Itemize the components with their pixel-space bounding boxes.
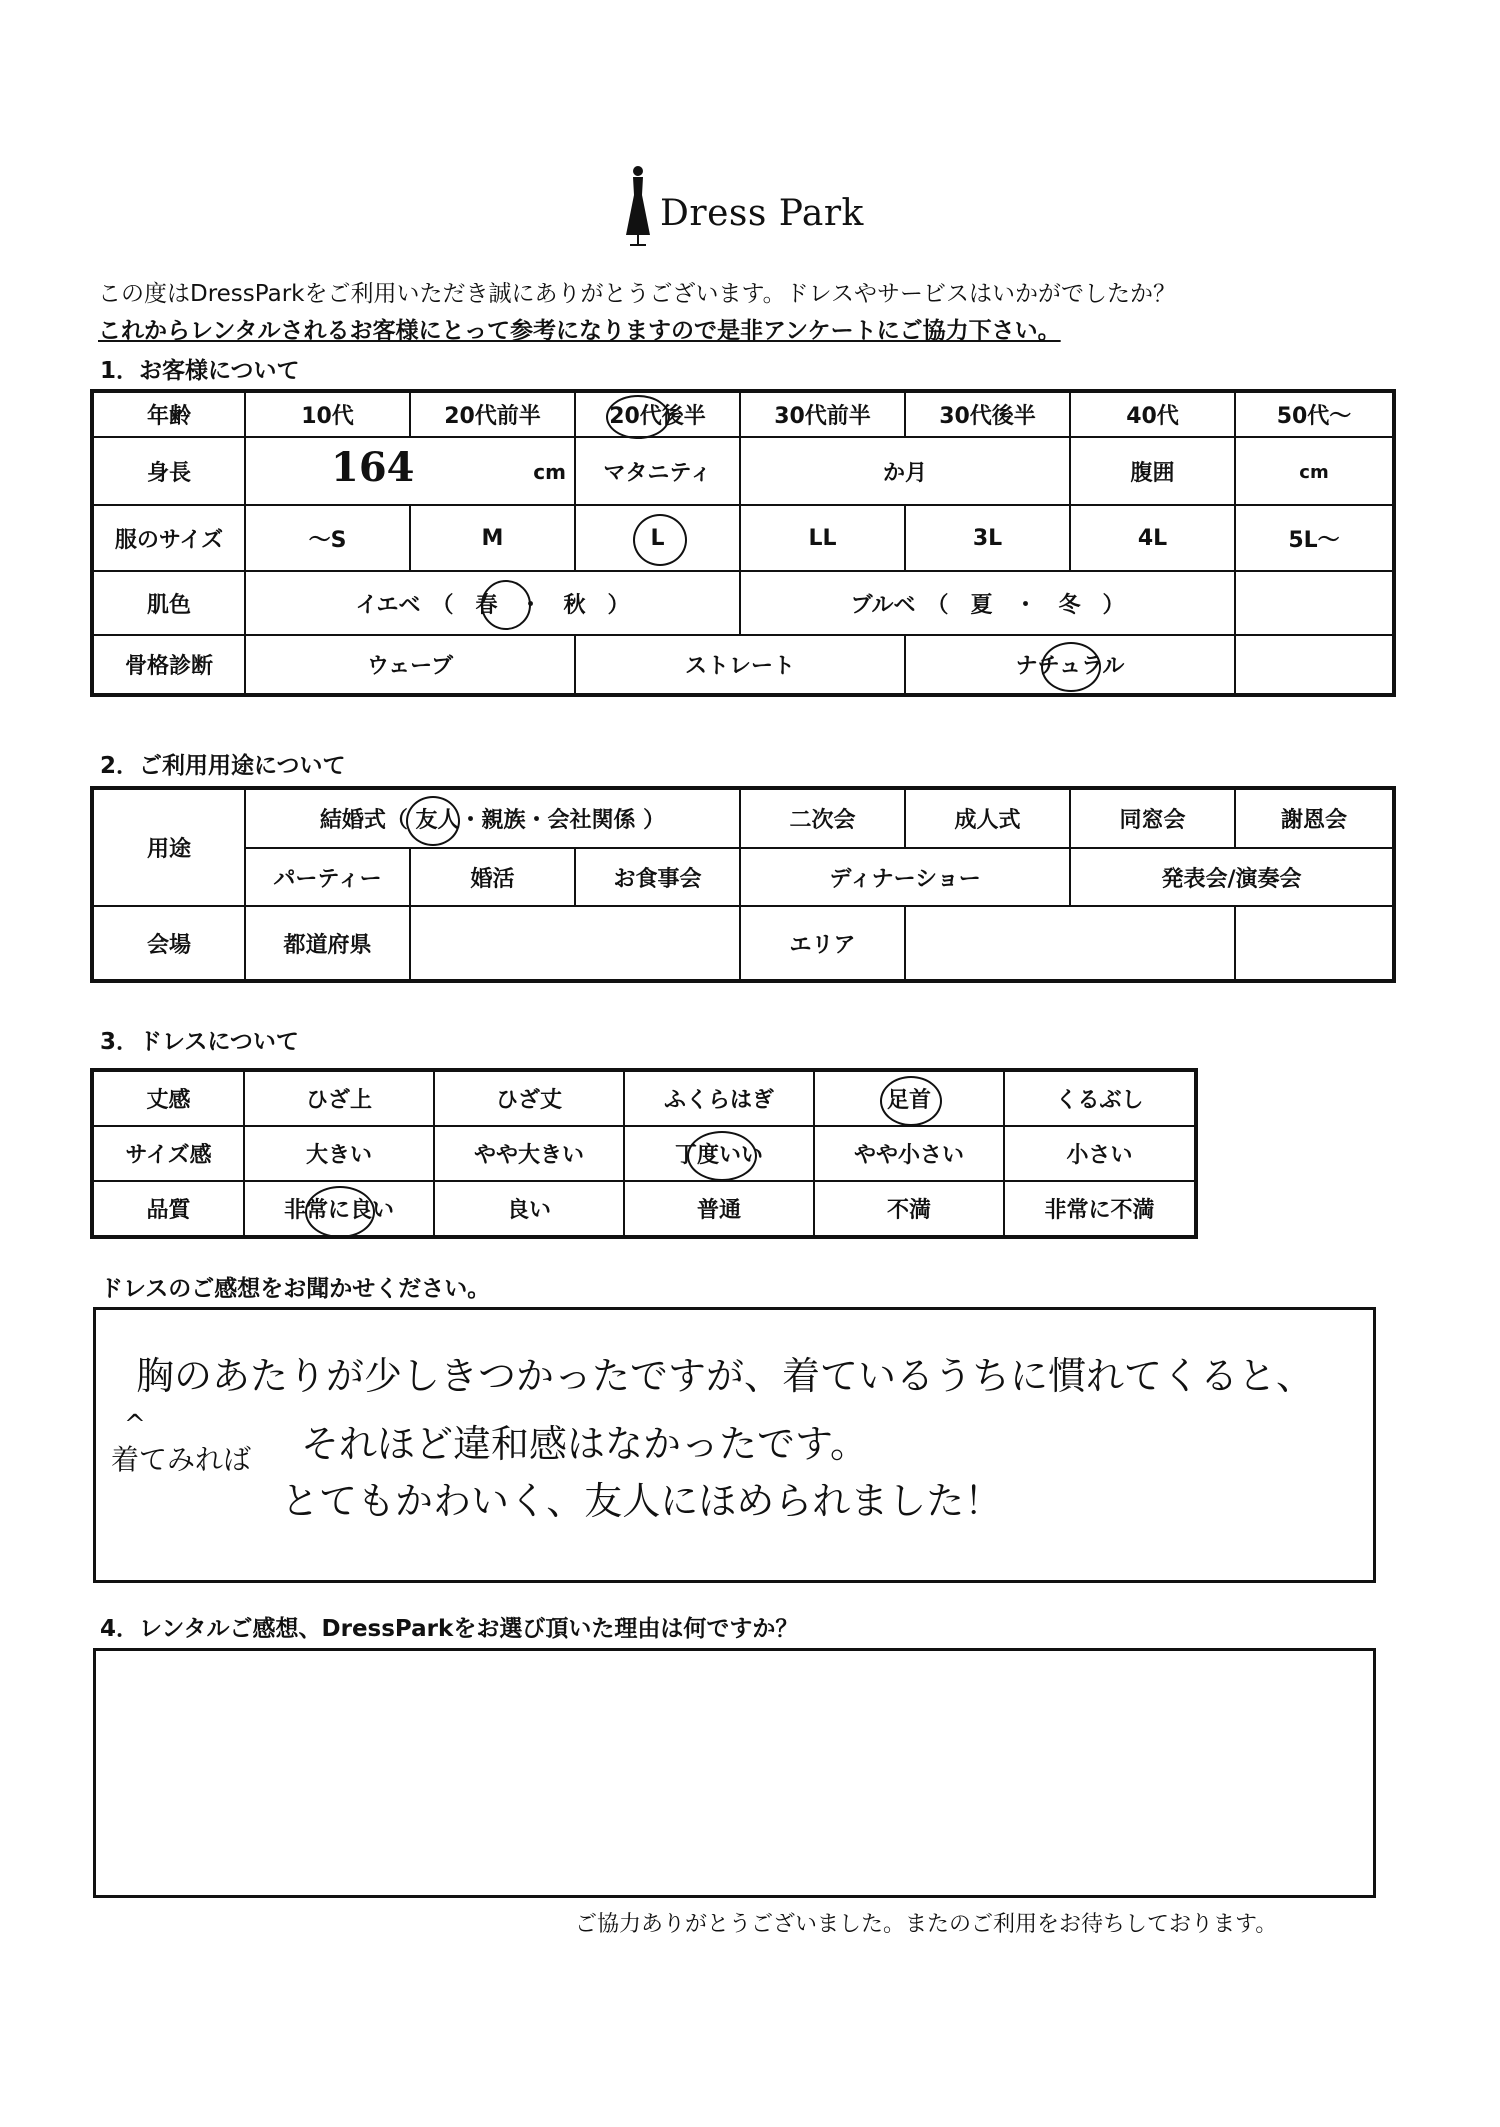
- selection-circle: [633, 514, 687, 566]
- purpose-wedding[interactable]: [245, 788, 740, 848]
- selection-circle: [305, 1186, 375, 1238]
- skin-yellow-base-label: イエベ （ 春 ・ 秋 ）: [355, 592, 630, 618]
- purpose-dinner-show[interactable]: ディナーショー: [740, 848, 1070, 906]
- logo-text: Dress Park: [660, 193, 864, 234]
- age-option-50s[interactable]: 50代〜: [1235, 391, 1394, 437]
- size-option-4l[interactable]: 4L: [1070, 505, 1235, 571]
- height-label: 身長: [92, 437, 245, 505]
- length-option-knee[interactable]: ひざ丈: [434, 1070, 624, 1126]
- fit-option-slightly-small[interactable]: やや小さい: [814, 1126, 1004, 1181]
- impression-box[interactable]: [93, 1307, 1376, 1583]
- selection-circle: [406, 796, 460, 846]
- section-4-title: 4．レンタルご感想、DressParkをお選び頂いた理由は何ですか？: [100, 1616, 799, 1642]
- dresspark-logo: [620, 165, 920, 255]
- fit-option-large[interactable]: 大きい: [244, 1126, 434, 1181]
- waist-unit: cm: [1299, 461, 1329, 483]
- intro-line-1: この度はDressParkをご利用いただき誠にありがとうございます。ドレスやサービスはいかがでしたか？: [98, 281, 1176, 307]
- maternity-month-unit: か月: [882, 460, 927, 486]
- reason-box[interactable]: [93, 1648, 1376, 1898]
- quality-label: 品質: [92, 1181, 244, 1237]
- size-option-s[interactable]: 〜S: [245, 505, 410, 571]
- dress-table: [90, 1068, 1198, 1239]
- skin-blue-base[interactable]: ブルベ （ 夏 ・ 冬 ）: [740, 571, 1235, 635]
- skeleton-option-wave[interactable]: ウェーブ: [245, 635, 575, 695]
- age-option-early-20s[interactable]: 20代前半: [410, 391, 575, 437]
- height-value: 164: [331, 444, 415, 491]
- selection-circle: [606, 395, 670, 439]
- intro-line-2: これからレンタルされるお客様にとって参考になりますので是非アンケートにご協力下さい。: [98, 318, 1061, 344]
- skin-yellow-base[interactable]: [245, 571, 740, 635]
- skeleton-label: 骨格診断: [92, 635, 245, 695]
- quality-option-very-good-label: 非常に良い: [283, 1198, 394, 1223]
- length-label: 丈感: [92, 1070, 244, 1126]
- skeleton-option-natural-label: ナチュラル: [1015, 654, 1125, 679]
- impression-insert: 着てみれば: [111, 1443, 252, 1476]
- purpose-recital[interactable]: 発表会/演奏会: [1070, 848, 1394, 906]
- length-option-below-ankle[interactable]: くるぶし: [1004, 1070, 1196, 1126]
- empty-cell: [1235, 906, 1394, 981]
- selection-circle: [1041, 642, 1101, 692]
- size-label: 服のサイズ: [92, 505, 245, 571]
- purpose-party[interactable]: パーティー: [245, 848, 410, 906]
- fit-option-small[interactable]: 小さい: [1004, 1126, 1196, 1181]
- quality-option-very-good[interactable]: [244, 1181, 434, 1237]
- length-option-ankle[interactable]: [814, 1070, 1004, 1126]
- waist-field[interactable]: [1235, 437, 1394, 505]
- empty-cell: [1235, 635, 1394, 695]
- quality-option-good[interactable]: 良い: [434, 1181, 624, 1237]
- quality-option-average[interactable]: 普通: [624, 1181, 814, 1237]
- height-field[interactable]: [245, 437, 575, 505]
- prefecture-label: 都道府県: [245, 906, 410, 981]
- quality-option-very-unsatisfied[interactable]: 非常に不満: [1004, 1181, 1196, 1237]
- size-option-l-label: L: [650, 525, 665, 551]
- skeleton-option-straight[interactable]: ストレート: [575, 635, 905, 695]
- age-option-late-20s-label: 20代後半: [609, 404, 706, 429]
- length-option-ankle-label: 足首: [886, 1088, 931, 1113]
- age-option-early-30s[interactable]: 30代前半: [740, 391, 905, 437]
- impression-line-2: それほど違和感はなかったです。: [301, 1422, 868, 1466]
- footer-thanks: ご協力ありがとうございました。またのご利用をお待ちしております。: [575, 1912, 1278, 1937]
- fit-option-just-right-label: 丁度いい: [674, 1143, 763, 1168]
- purpose-coming-of-age[interactable]: 成人式: [905, 788, 1070, 848]
- skeleton-option-natural[interactable]: [905, 635, 1235, 695]
- section-1-title: 1．お客様について: [100, 358, 300, 384]
- impression-line-1: 胸のあたりが少しきつかったですが、着ているうちに慣れてくると、: [136, 1354, 1315, 1398]
- fit-label: サイズ感: [92, 1126, 244, 1181]
- selection-circle: [687, 1131, 757, 1181]
- impression-line-3: とてもかわいく、友人にほめられました！: [281, 1479, 1003, 1523]
- purpose-label: 用途: [92, 788, 245, 906]
- insert-mark: ^: [124, 1410, 146, 1440]
- age-option-40s[interactable]: 40代: [1070, 391, 1235, 437]
- area-label: エリア: [740, 906, 905, 981]
- selection-circle: [481, 580, 531, 630]
- purpose-reunion[interactable]: 同窓会: [1070, 788, 1235, 848]
- length-option-above-knee[interactable]: ひざ上: [244, 1070, 434, 1126]
- age-option-10s[interactable]: 10代: [245, 391, 410, 437]
- size-option-3l[interactable]: 3L: [905, 505, 1070, 571]
- impression-title: ドレスのご感想をお聞かせください。: [100, 1276, 491, 1302]
- quality-option-unsatisfied[interactable]: 不満: [814, 1181, 1004, 1237]
- size-option-l[interactable]: [575, 505, 740, 571]
- prefecture-field[interactable]: [410, 906, 740, 981]
- fit-option-slightly-large[interactable]: やや大きい: [434, 1126, 624, 1181]
- maternity-field[interactable]: [740, 437, 1070, 505]
- age-label: 年齢: [92, 391, 245, 437]
- purpose-thanks-party[interactable]: 謝恩会: [1235, 788, 1394, 848]
- age-option-late-20s[interactable]: [575, 391, 740, 437]
- size-option-m[interactable]: M: [410, 505, 575, 571]
- purpose-konkatsu[interactable]: 婚活: [410, 848, 575, 906]
- selection-circle: [880, 1076, 942, 1126]
- waist-label: 腹囲: [1070, 437, 1235, 505]
- skin-label: 肌色: [92, 571, 245, 635]
- section-2-title: 2．ご利用用途について: [100, 753, 346, 779]
- dress-silhouette-icon: [620, 165, 656, 255]
- fit-option-just-right[interactable]: [624, 1126, 814, 1181]
- purpose-after-party[interactable]: 二次会: [740, 788, 905, 848]
- purpose-dinner[interactable]: お食事会: [575, 848, 740, 906]
- size-option-5l[interactable]: 5L〜: [1235, 505, 1394, 571]
- size-option-ll[interactable]: LL: [740, 505, 905, 571]
- customer-info-table: [90, 389, 1396, 697]
- section-3-title: 3．ドレスについて: [100, 1029, 299, 1055]
- purpose-wedding-label: 結婚式（ 友人・親族・会社関係 ）: [319, 808, 666, 833]
- venue-label: 会場: [92, 906, 245, 981]
- area-field[interactable]: [905, 906, 1235, 981]
- length-option-calf[interactable]: ふくらはぎ: [624, 1070, 814, 1126]
- empty-cell: [1235, 571, 1394, 635]
- purpose-table: [90, 786, 1396, 983]
- age-option-late-30s[interactable]: 30代後半: [905, 391, 1070, 437]
- height-unit: cm: [533, 460, 566, 484]
- maternity-label: マタニティ: [575, 437, 740, 505]
